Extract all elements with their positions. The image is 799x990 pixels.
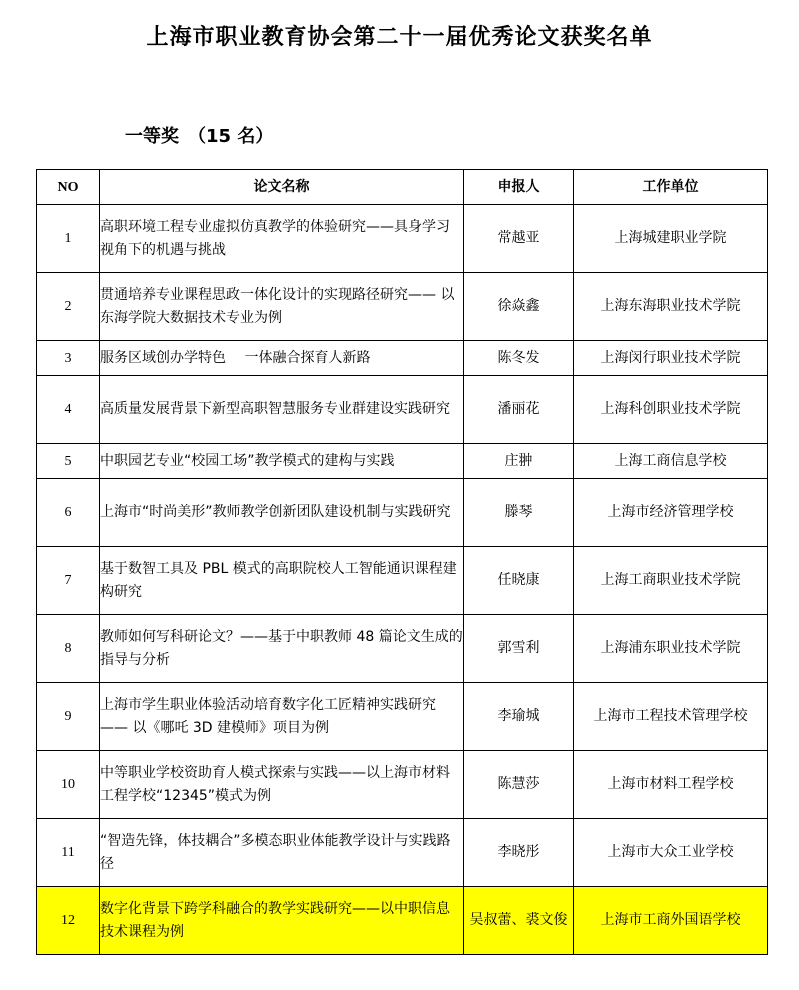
cell-no: 10 <box>37 751 100 819</box>
cell-applicant: 李晓彤 <box>464 819 574 887</box>
cell-no: 1 <box>37 205 100 273</box>
cell-applicant: 滕琴 <box>464 479 574 547</box>
cell-no: 2 <box>37 273 100 341</box>
table-row <box>37 479 768 547</box>
table-header-row <box>37 170 768 205</box>
cell-paper-title: 上海市“时尚美形”教师教学创新团队建设机制与实践研究 <box>100 479 464 547</box>
cell-paper-title: 基于数智工具及 PBL 模式的高职院校人工智能通识课程建构研究 <box>100 547 464 615</box>
cell-work-unit: 上海东海职业技术学院 <box>574 273 768 341</box>
cell-work-unit: 上海市材料工程学校 <box>574 751 768 819</box>
cell-no: 8 <box>37 615 100 683</box>
table-row <box>37 615 768 683</box>
award-section-heading: 一等奖 （15 名） <box>125 126 274 147</box>
table-row <box>37 341 768 376</box>
award-table <box>36 169 768 955</box>
cell-no: 3 <box>37 341 100 376</box>
cell-no: 5 <box>37 444 100 479</box>
header-work-unit: 工作单位 <box>574 170 768 205</box>
cell-work-unit: 上海工商信息学校 <box>574 444 768 479</box>
cell-applicant: 陈冬发 <box>464 341 574 376</box>
cell-applicant: 吴叔蕾、裘文俊 <box>464 887 574 955</box>
cell-work-unit: 上海市工程技术管理学校 <box>574 683 768 751</box>
cell-applicant: 郭雪利 <box>464 615 574 683</box>
cell-work-unit: 上海城建职业学院 <box>574 205 768 273</box>
cell-work-unit: 上海科创职业技术学院 <box>574 376 768 444</box>
document-title: 上海市职业教育协会第二十一届优秀论文获奖名单 <box>146 25 653 50</box>
cell-paper-title: 上海市学生职业体验活动培育数字化工匠精神实践研究 —— 以《哪吒 3D 建模师》项目为例 <box>100 683 464 751</box>
cell-paper-title: 服务区域创办学特色 一体融合探育人新路 <box>100 341 464 376</box>
cell-work-unit: 上海市大众工业学校 <box>574 819 768 887</box>
cell-paper-title: 贯通培养专业课程思政一体化设计的实现路径研究—— 以东海学院大数据技术专业为例 <box>100 273 464 341</box>
table-row <box>37 376 768 444</box>
table-row <box>37 205 768 273</box>
cell-paper-title: 高职环境工程专业虚拟仿真教学的体验研究——具身学习视角下的机遇与挑战 <box>100 205 464 273</box>
cell-no: 6 <box>37 479 100 547</box>
cell-work-unit: 上海浦东职业技术学院 <box>574 615 768 683</box>
cell-work-unit: 上海市经济管理学校 <box>574 479 768 547</box>
cell-paper-title: 数字化背景下跨学科融合的教学实践研究——以中职信息技术课程为例 <box>100 887 464 955</box>
table-row <box>37 683 768 751</box>
cell-paper-title: 中等职业学校资助育人模式探索与实践——以上海市材料工程学校“12345”模式为例 <box>100 751 464 819</box>
table-row <box>37 547 768 615</box>
header-no: NO <box>37 170 100 205</box>
cell-paper-title: 教师如何写科研论文？——基于中职教师 48 篇论文生成的指导与分析 <box>100 615 464 683</box>
table-row <box>37 819 768 887</box>
cell-paper-title: “智造先锋，体技耦合”多模态职业体能教学设计与实践路径 <box>100 819 464 887</box>
cell-no: 4 <box>37 376 100 444</box>
cell-applicant: 任晓康 <box>464 547 574 615</box>
cell-no: 7 <box>37 547 100 615</box>
table-row <box>37 273 768 341</box>
header-paper-title: 论文名称 <box>100 170 464 205</box>
table-row <box>37 444 768 479</box>
table-row <box>37 887 768 955</box>
cell-work-unit: 上海市工商外国语学校 <box>574 887 768 955</box>
cell-applicant: 徐焱鑫 <box>464 273 574 341</box>
cell-applicant: 陈慧莎 <box>464 751 574 819</box>
cell-no: 11 <box>37 819 100 887</box>
cell-applicant: 潘丽花 <box>464 376 574 444</box>
cell-work-unit: 上海工商职业技术学院 <box>574 547 768 615</box>
table-row <box>37 751 768 819</box>
cell-paper-title: 中职园艺专业“校园工场”教学模式的建构与实践 <box>100 444 464 479</box>
cell-no: 9 <box>37 683 100 751</box>
cell-work-unit: 上海闵行职业技术学院 <box>574 341 768 376</box>
cell-paper-title: 高质量发展背景下新型高职智慧服务专业群建设实践研究 <box>100 376 464 444</box>
cell-applicant: 李瑜城 <box>464 683 574 751</box>
cell-no: 12 <box>37 887 100 955</box>
cell-applicant: 庄翀 <box>464 444 574 479</box>
header-applicant: 申报人 <box>464 170 574 205</box>
cell-applicant: 常越亚 <box>464 205 574 273</box>
